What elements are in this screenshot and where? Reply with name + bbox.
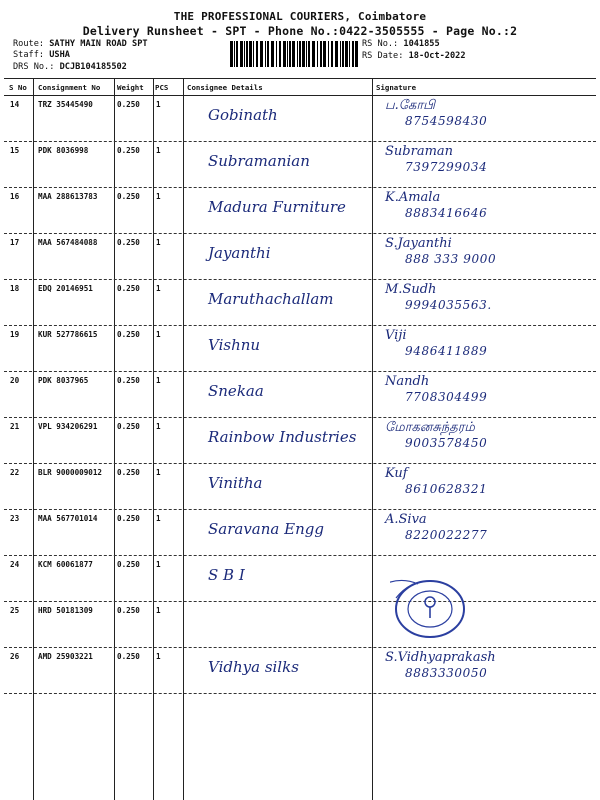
row-consignee-name: Gobinath — [208, 106, 278, 124]
barcode-bar — [302, 41, 305, 67]
table-row — [0, 372, 600, 418]
row-signature: M.Sudh — [385, 282, 437, 297]
row-phone: 9003578450 — [405, 436, 488, 450]
rs-number-info — [362, 39, 440, 49]
column-header-details: Consignee Details — [187, 83, 263, 92]
row-serial-number: 14 — [10, 100, 20, 109]
row-signature: மோகனசுந்தரம் — [385, 420, 475, 435]
barcode-bar — [230, 41, 233, 67]
row-pieces: 1 — [156, 468, 161, 477]
row-consignment-number: HRD 50181309 — [38, 606, 93, 615]
row-signature: Subraman — [385, 144, 454, 159]
barcode-bar — [349, 41, 350, 67]
barcode-bar — [271, 41, 274, 67]
row-pieces: 1 — [156, 192, 161, 201]
drs-value: DCJB104185502 — [59, 62, 127, 72]
row-phone: 8754598430 — [405, 114, 488, 128]
table-row — [0, 280, 600, 326]
barcode-bar — [317, 41, 318, 67]
row-pieces: 1 — [156, 146, 161, 155]
rs-number-label: RS No.: — [362, 39, 399, 49]
row-consignment-number: MAA 567484088 — [38, 238, 98, 247]
row-weight: 0.250 — [117, 100, 140, 109]
row-pieces: 1 — [156, 422, 161, 431]
barcode-bar — [308, 41, 310, 67]
row-consignee-name: Madura Furniture — [208, 198, 346, 216]
document-title: THE PROFESSIONAL COURIERS, Coimbatore — [173, 10, 427, 23]
row-consignment-number: MAA 288613783 — [38, 192, 98, 201]
table-row — [0, 142, 600, 188]
barcode-bar — [287, 41, 288, 67]
row-weight: 0.250 — [117, 330, 140, 339]
row-phone: 9994035563. — [405, 298, 492, 312]
row-pieces: 1 — [156, 100, 161, 109]
row-serial-number: 25 — [10, 606, 20, 615]
row-consignment-number: KUR 527786615 — [38, 330, 98, 339]
barcode-bar — [276, 41, 277, 67]
barcode-bar — [292, 41, 295, 67]
table-row — [0, 556, 600, 602]
barcode-bar — [352, 41, 354, 67]
row-serial-number: 16 — [10, 192, 20, 201]
row-consignment-number: TRZ 35445490 — [38, 100, 93, 109]
row-consignee-name: Jayanthi — [208, 244, 271, 262]
row-serial-number: 26 — [10, 652, 20, 661]
row-phone: 888 333 9000 — [405, 252, 497, 266]
barcode-bar — [299, 41, 301, 67]
barcode-bar — [249, 41, 252, 67]
row-pieces: 1 — [156, 238, 161, 247]
row-weight: 0.250 — [117, 468, 140, 477]
row-serial-number: 21 — [10, 422, 20, 431]
row-weight: 0.250 — [117, 146, 140, 155]
row-pieces: 1 — [156, 376, 161, 385]
barcode-image — [230, 41, 358, 67]
drs-label: DRS No.: — [13, 62, 55, 72]
barcode-bar — [331, 41, 333, 67]
row-weight: 0.250 — [117, 606, 140, 615]
barcode-bar — [283, 41, 286, 67]
column-header-sno: S No — [9, 83, 27, 92]
rs-date-label: RS Date: — [362, 51, 404, 61]
row-weight: 0.250 — [117, 652, 140, 661]
document-subtitle: Delivery Runsheet - SPT - Phone No.:0422-3505555 - Page No.:2 — [82, 24, 518, 38]
barcode-bar — [340, 41, 341, 67]
row-phone: 8610628321 — [405, 482, 488, 496]
barcode-bar — [342, 41, 344, 67]
row-pieces: 1 — [156, 560, 161, 569]
row-signature: Kuf — [385, 466, 408, 481]
rs-number-value: 1041855 — [403, 39, 440, 49]
table-row — [0, 602, 600, 648]
row-consignee-name: Vishnu — [208, 336, 261, 354]
row-consignment-number: AMD 25903221 — [38, 652, 93, 661]
route-value: SATHY MAIN ROAD SPT — [49, 39, 148, 49]
table-row — [0, 648, 600, 694]
barcode-bar — [234, 41, 235, 67]
staff-label: Staff: — [13, 50, 45, 60]
row-weight: 0.250 — [117, 192, 140, 201]
row-serial-number: 20 — [10, 376, 20, 385]
row-consignee-name: Rainbow Industries — [208, 428, 357, 446]
column-header-pcs: PCS — [155, 83, 169, 92]
row-serial-number: 17 — [10, 238, 20, 247]
row-pieces: 1 — [156, 330, 161, 339]
row-consignee-name: Vidhya silks — [208, 658, 299, 676]
row-pieces: 1 — [156, 606, 161, 615]
barcode-bar — [265, 41, 266, 67]
row-consignee-name: S B I — [208, 566, 245, 584]
barcode-bar — [289, 41, 291, 67]
row-consignee-name: Saravana Engg — [208, 520, 324, 538]
route-label: Route: — [13, 39, 45, 49]
barcode-bar — [328, 41, 329, 67]
barcode-bar — [236, 41, 238, 67]
row-consignee-name: Vinitha — [208, 474, 263, 492]
row-consignment-number: EDQ 20146951 — [38, 284, 93, 293]
row-consignee-name: Maruthachallam — [208, 290, 334, 308]
staff-info — [13, 50, 70, 60]
row-consignment-number: PDK 8037965 — [38, 376, 89, 385]
barcode-bar — [320, 41, 322, 67]
row-serial-number: 23 — [10, 514, 20, 523]
row-weight: 0.250 — [117, 422, 140, 431]
barcode-bar — [297, 41, 298, 67]
row-signature: Viji — [385, 328, 407, 343]
barcode-bar — [267, 41, 269, 67]
barcode-bar — [253, 41, 254, 67]
column-header-weight: Weight — [117, 83, 144, 92]
row-weight: 0.250 — [117, 376, 140, 385]
row-phone: 7708304499 — [405, 390, 488, 404]
row-consignee-name: Snekaa — [208, 382, 264, 400]
row-pieces: 1 — [156, 284, 161, 293]
row-consignment-number: MAA 567701014 — [38, 514, 98, 523]
row-consignment-number: BLR 9000009012 — [38, 468, 103, 477]
row-signature: ப.கோபி — [385, 98, 436, 113]
column-header-consignment: Consignment No — [38, 83, 101, 92]
row-signature: S.Jayanthi — [385, 236, 452, 251]
table-row — [0, 510, 600, 556]
row-serial-number: 15 — [10, 146, 20, 155]
table-row — [0, 464, 600, 510]
row-signature: A.Siva — [385, 512, 427, 527]
drs-info — [13, 62, 127, 72]
barcode-bar — [240, 41, 243, 67]
row-weight: 0.250 — [117, 514, 140, 523]
barcode-bar — [312, 41, 315, 67]
barcode-bar — [345, 41, 348, 67]
barcode-bar — [260, 41, 263, 67]
barcode-bar — [323, 41, 326, 67]
table-row — [0, 326, 600, 372]
row-consignee-name: Subramanian — [208, 152, 310, 170]
row-pieces: 1 — [156, 514, 161, 523]
row-phone: 7397299034 — [405, 160, 488, 174]
barcode-bar — [279, 41, 281, 67]
row-consignment-number: PDK 8036998 — [38, 146, 89, 155]
row-serial-number: 24 — [10, 560, 20, 569]
row-consignment-number: VPL 934206291 — [38, 422, 98, 431]
barcode-bar — [246, 41, 248, 67]
staff-value: USHA — [49, 50, 70, 60]
barcode-bar — [244, 41, 245, 67]
table-row — [0, 96, 600, 142]
row-serial-number: 18 — [10, 284, 20, 293]
row-signature: Nandh — [385, 374, 430, 389]
row-serial-number: 19 — [10, 330, 20, 339]
row-divider — [4, 693, 596, 694]
row-pieces: 1 — [156, 652, 161, 661]
row-serial-number: 22 — [10, 468, 20, 477]
table-row — [0, 234, 600, 280]
row-phone: 8883330050 — [405, 666, 488, 680]
table-top-rule — [4, 78, 596, 79]
row-phone: 8220022277 — [405, 528, 488, 542]
rs-date-info — [362, 51, 466, 61]
barcode-bar — [256, 41, 258, 67]
row-signature: S.Vidhyaprakash — [385, 650, 496, 665]
bank-stamp-image — [390, 578, 468, 640]
row-weight: 0.250 — [117, 284, 140, 293]
column-header-signature: Signature — [376, 83, 417, 92]
barcode-bar — [355, 41, 358, 67]
row-weight: 0.250 — [117, 560, 140, 569]
row-signature: K.Amala — [385, 190, 441, 205]
row-weight: 0.250 — [117, 238, 140, 247]
row-phone: 9486411889 — [405, 344, 488, 358]
route-info — [13, 39, 148, 49]
rs-date-value: 18-Oct-2022 — [408, 51, 466, 61]
row-phone: 8883416646 — [405, 206, 488, 220]
row-consignment-number: KCM 60061877 — [38, 560, 93, 569]
barcode-bar — [335, 41, 338, 67]
table-row — [0, 188, 600, 234]
barcode-bar — [306, 41, 307, 67]
table-row — [0, 418, 600, 464]
